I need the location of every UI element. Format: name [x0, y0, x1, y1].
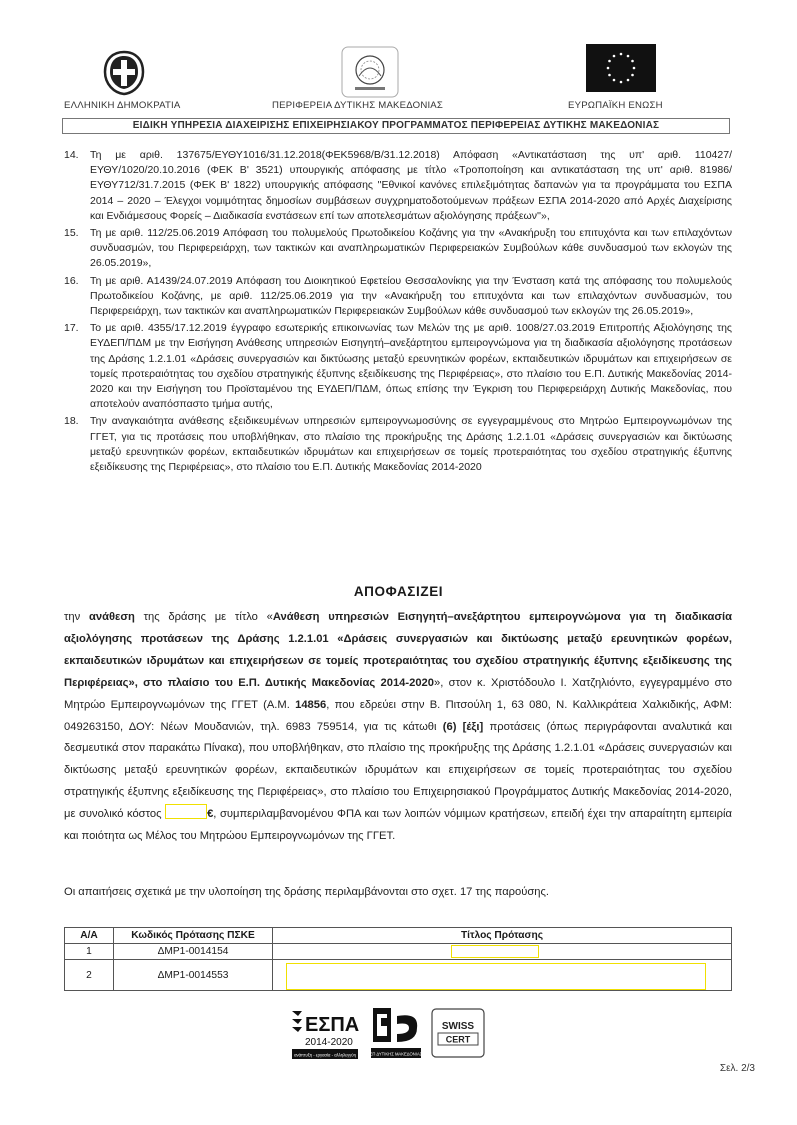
body-text-part: την — [64, 611, 89, 623]
cell-code: ΔΜΡ1-0014154 — [114, 944, 273, 960]
page-number: Σελ. 2/3 — [719, 1063, 755, 1074]
decision-paragraph — [64, 607, 732, 848]
header-left-label: ΕΛΛΗΝΙΚΗ ΔΗΜΟΚΡΑΤΙΑ — [64, 100, 181, 111]
body-text-part: προτάσεις (όπως περιγράφονται αναλυτικά και δεσμευτικά στον παρακάτω Πίνακα), που υποβλήθηκαν, στο πλαίσιο της προκήρυξης της Δράσης 1.2.1.01 «Δράσεις συνεργασιών και δικτύωσης μεταξύ ερευνητικών φορέων, εκπαιδευτικών ιδρυμάτων και επιχειρήσεων σε τομείς προτεραιότητας του σχεδίου στρατηγικής έξυπνης εξειδίκευσης της Περιφέρειας», στο πλαίσιο του Επιχειρησιακού Προγράμματος Δυτικής Μακεδονίας 2014-2020, με συνολικό κόστος — [64, 720, 733, 821]
pdm-caption: ΕΠ ΔΥΤΙΚΗΣ ΜΑΚΕΔΟΝΙΑΣ — [369, 1051, 423, 1057]
item-number: 18. — [64, 415, 79, 428]
table-row — [65, 944, 732, 960]
cell-aa: 2 — [65, 960, 114, 991]
list-item — [64, 148, 732, 224]
euro-sign: € — [207, 808, 214, 821]
swiss-text: SWISS — [441, 1021, 475, 1032]
col-header-aa: Α/Α — [65, 928, 114, 944]
greek-crest-icon — [101, 50, 147, 96]
redacted-cost — [165, 804, 207, 819]
redaction-box-title-1 — [451, 945, 539, 958]
body-bold-part: ανάθεση — [89, 611, 135, 623]
espa-logo-icon — [290, 1005, 360, 1063]
item-text: Το με αριθ. 4355/17.12.2019 έγγραφο εσωτερικής επικοινωνίας των Μελών της με αριθ. 1008/27.03.2019 Επιτροπής Αξιολόγησης της ΕΥΔΕΠ/ΠΔΜ με την Εισήγηση Ανάθεσης υπηρεσιών Εισηγητή–ανεξάρτητου εμπειρογνώμονα για τη διαδικασία αξιολόγησης προτάσεων της Δράσης 1.2.1.01 «Δράσεις συνεργασιών και δικτύωσης μεταξύ ερευνητικών φορέων, εκπαιδευτικών ιδρυμάτων και επιχειρήσεων σε τομείς προτεραιότητας του σχεδίου στρατηγικής έξυπνης εξειδίκευσης της Περιφέρειας», στο πλαίσιο του Ε.Π. Δυτικής Μακεδονίας 2014-2020 και την Εισήγηση του Προϊσταμένου της ΕΥΔΕΠ/ΠΔΜ, όπως επίσης την Έγκριση του Περιφερειάρχη Δυτικής Μακεδονίας, που αποτελούν αναπόσπαστο τμήμα αυτής, — [90, 322, 732, 411]
espa-text: ΕΣΠΑ — [305, 1014, 360, 1036]
col-header-title: Τίτλος Πρότασης — [273, 928, 732, 944]
header-center-label: ΠΕΡΙΦΕΡΕΙΑ ΔΥΤΙΚΗΣ ΜΑΚΕΔΟΝΙΑΣ — [272, 100, 444, 111]
requirements-note: Οι απαιτήσεις σχετικά με την υλοποίηση της δράσης περιλαμβάνονται στο σχετ. 17 της παρούσης. — [64, 886, 550, 898]
proposal-count: (6) [έξι] — [442, 720, 484, 733]
decision-heading: ΑΠΟΦΑΣΙΖΕΙ — [353, 584, 444, 599]
letterhead — [0, 42, 797, 114]
col-header-code: Κωδικός Πρότασης ΠΣΚΕ — [114, 928, 273, 944]
list-item — [64, 226, 732, 272]
item-text: Την αναγκαιότητα ανάθεσης εξειδικευμένων υπηρεσιών εμπειρογνωμοσύνης σε εγγεγραμμένους στο Μητρώο Εμπειρογνωμόνων της ΓΓΕΤ, για τις προτάσεις που υποβλήθηκαν, στο πλαίσιο της προκήρυξης της Δράσης 1.2.1.01 «Δράσεις συνεργασιών και δικτύωσης μεταξύ ερευνητικών φορέων, εκπαιδευτικών ιδρυμάτων και επιχειρήσεων σε τομείς προτεραιότητας του σχεδίου στρατηγικής έξυπνης εξειδίκευσης της Περιφέρειας», στο πλαίσιο του Ε.Π. Δυτικής Μακεδονίας 2014-2020 — [90, 415, 732, 474]
swiss-cert-logo-icon — [430, 1007, 486, 1061]
redaction-box-title-2 — [286, 963, 706, 990]
espa-years: 2014-2020 — [305, 1037, 353, 1048]
region-logo-icon — [341, 46, 399, 98]
body-text-part: , που εδρεύει στην Β. Πιτσούλη 1, 63 080, Ν. Καλλικράτεια Χαλκιδικής, ΑΦΜ: 049263150, ΔΟΥ: Νέων Μουδανιών, τηλ. 6983 759514, για τις κάτωθι — [64, 698, 732, 733]
item-number: 17. — [64, 322, 79, 335]
eu-flag-icon — [586, 44, 656, 92]
item-number: 16. — [64, 274, 79, 287]
body-bold-part: Ανάθεση υπηρεσιών Εισηγητή–ανεξάρτητου εμπειρογνώμονα για τη διαδικασία αξιολόγησης προτάσεων της Δράσης 1.2.1.01 «Δράσεις συνεργασιών και δικτύωσης μεταξύ ερευνητικών φορέων, εκπαιδευτικών ιδρυμάτων και επιχειρήσεων σε τομείς προτεραιότητας του σχεδίου στρατηγικής έξυπνης εξειδίκευσης της Περιφέρειας», στο πλαίσιο του Ε.Π. Δυτικής Μακεδονίας 2014-2020 — [64, 611, 733, 689]
item-text: Τη με αριθ. Α1439/24.07.2019 Απόφαση του Διοικητικού Εφετείου Θεσσαλονίκης για την Ένσταση κατά της απόφασης του πολυμελούς Πρωτοδικείου Κοζάνης, με αριθ. 112/25.06.2019 για την «Ανακήρυξη του επιτυχόντα και των επιλαχόντων συνδυασμών, του Περιφερειάρχη, των τακτικών και αναπληρωματικών Περιφερειακών Συμβούλων κάθε συνδυασμού των εκλογών της 26.05.2019», — [90, 274, 732, 318]
service-subtitle: ΕΙΔΙΚΗ ΥΠΗΡΕΣΙΑ ΔΙΑΧΕΙΡΙΣΗΣ ΕΠΙΧΕΙΡΗΣΙΑΚΟΥ ΠΡΟΓΡΑΜΜΑΤΟΣ ΠΕΡΙΦΕΡΕΙΑΣ ΔΥΤΙΚΗΣ ΜΑΚΕΔΟΝΙΑΣ — [62, 118, 730, 134]
cell-aa: 1 — [65, 944, 114, 960]
registry-number: 14856 — [295, 698, 327, 711]
list-item — [64, 321, 732, 412]
item-number: 14. — [64, 149, 79, 161]
item-text: Τη με αριθ. 112/25.06.2019 Απόφαση του πολυμελούς Πρωτοδικείου Κοζάνης για την «Ανακήρυξη του επιτυχόντα και των επιλαχόντων συνδυασμών, του Περιφερειάρχη, των τακτικών και αναπληρωματικών Περιφερειακών Συμβούλων κάθε συνδυασμού των εκλογών της 26.05.2019», — [90, 227, 732, 270]
item-number: 15. — [64, 227, 79, 240]
table-header-row — [65, 928, 732, 944]
cert-text: CERT — [445, 1034, 471, 1045]
list-item — [64, 414, 732, 475]
body-text-part: της δράσης με τίτλο « — [134, 611, 273, 623]
list-item — [64, 274, 732, 320]
western-macedonia-program-logo-icon — [367, 1004, 423, 1062]
body-text-part: , συμπεριλαμβανομένου ΦΠΑ και των λοιπών νόμιμων κρατήσεων, επειδή έχει την απαραίτητη εμπειρία και ποιότητα ως Μέλος του Μητρώου Εμπειρογνωμόνων της ΓΓΕΤ. — [64, 808, 732, 843]
cell-code: ΔΜΡ1-0014553 — [114, 960, 273, 991]
header-right-label: ΕΥΡΩΠΑΪΚΗ ΕΝΩΣΗ — [568, 100, 663, 111]
reference-list — [64, 148, 732, 475]
body-text-part: », στον κ. Χριστόδουλο Ι. Χατζηλιόντο, εγγεγραμμένο στο Μητρώο Εμπειρογνωμόνων της ΓΓΕΤ (Α.Μ. — [64, 676, 732, 711]
espa-tagline: ανάπτυξη - εργασία - αλληλεγγύη — [294, 1052, 356, 1058]
item-text: Τη με αριθ. 137675/ΕΥΘΥ1016/31.12.2018(ΦΕΚ5968/Β/31.12.2018) Απόφαση «Αντικατάσταση της υπ' αριθ. 110427/ΕΥΘΥ/1020/20.10.2016 (ΦΕΚ Β' 3521) υπουργικής απόφασης με τίτλο «Τροποποίηση και αντικατάσταση της υπ' αριθ. 81986/ΕΥΘΥ712/31.7.2015 (ΦΕΚ Β' 1822) υπουργικής απόφασης ''Εθνικοί κανόνες επιλεξιμότητας δαπανών για τα προγράμματα του ΕΣΠΑ 2014 – 2020 – Έλεγχοι νομιμότητας δημοσίων συμβάσεων συγχρηματοδοτούμενων πράξεων ΕΣΠΑ 2014-2020 από Αρχές Διαχείρισης και Ενδιάμεσους Φορείς – Διαδικασία ενστάσεων επί των αποτελεσμάτων αξιολόγησης πράξεων''», — [90, 149, 732, 222]
